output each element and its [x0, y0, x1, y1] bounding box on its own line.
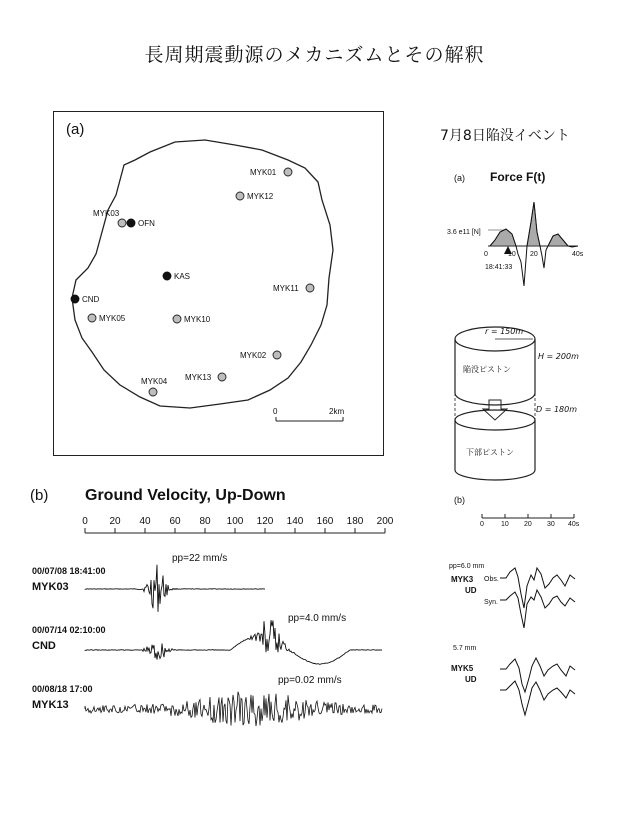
station-marker-cnd	[71, 295, 79, 303]
syn-tick-30: 30	[547, 521, 555, 528]
station-marker-myk02	[273, 351, 281, 359]
station-marker-myk01	[284, 168, 292, 176]
trace-myk03	[85, 565, 265, 612]
event-title: 7月8日陥没イベント	[440, 128, 570, 144]
axis-tick-label-60: 60	[169, 516, 181, 527]
axis-tick-label-20: 20	[109, 516, 121, 527]
station-label-myk10: MYK10	[184, 315, 211, 324]
piston-diagram	[455, 327, 579, 480]
velocity-time-axis	[82, 516, 394, 533]
force-tick-40: 40s	[572, 251, 584, 258]
station-label-myk05: MYK05	[99, 314, 126, 323]
record-2-station: CND	[32, 640, 56, 652]
myk3-pp: pp=6.0 mm	[449, 563, 485, 570]
record-1-station: MYK03	[32, 581, 69, 593]
velocity-panel-label: (b)	[30, 487, 49, 504]
axis-tick-label-40: 40	[139, 516, 151, 527]
force-positive-lobes	[490, 202, 568, 246]
myk3-station: MYK3	[451, 575, 474, 584]
force-title: Force F(t)	[490, 170, 546, 184]
synthetic-time-axis	[480, 514, 580, 528]
myk5-pp: 5.7 mm	[453, 645, 477, 652]
height-label: H = 200m	[538, 352, 579, 361]
myk5-station: MYK5	[451, 664, 474, 673]
station-marker-myk03	[118, 219, 126, 227]
scale-start: 0	[273, 407, 278, 416]
station-marker-myk05	[88, 314, 96, 322]
myk3-component: UD	[465, 586, 477, 595]
station-marker-myk12	[236, 192, 244, 200]
myk5-synthetic-trace	[500, 681, 575, 715]
syn-tick-0: 0	[480, 521, 484, 528]
force-plot	[447, 202, 584, 286]
myk3-observed-trace	[500, 568, 575, 608]
force-tick-20: 20	[530, 251, 538, 258]
station-marker-myk11	[306, 284, 314, 292]
station-marker-myk13	[218, 373, 226, 381]
record-1-datetime: 00/07/08 18:41:00	[32, 566, 106, 576]
force-tick-0: 0	[484, 251, 488, 258]
myk3-syn-label: Syn.	[484, 599, 499, 606]
axis-tick-label-140: 140	[286, 516, 304, 527]
trace-myk13	[85, 692, 382, 726]
station-label-kas: KAS	[174, 272, 191, 281]
synthetic-trace-myk5	[451, 645, 575, 715]
axis-tick-label-180: 180	[346, 516, 364, 527]
record-2-pp: pp=4.0 mm/s	[288, 613, 347, 624]
record-2-datetime: 00/07/14 02:10:00	[32, 625, 106, 635]
myk5-observed-trace	[500, 658, 575, 692]
map-panel-label: (a)	[66, 121, 85, 138]
station-label-myk04: MYK04	[141, 377, 168, 386]
axis-tick-label-200: 200	[376, 516, 394, 527]
station-marker-ofn	[127, 219, 135, 227]
force-amplitude-label: 3.6 e11 [N]	[447, 229, 481, 236]
myk3-synthetic-trace	[500, 590, 575, 628]
trace-cnd	[85, 620, 382, 664]
axis-tick-label-160: 160	[316, 516, 334, 527]
force-time-label: 18:41:33	[485, 264, 513, 271]
lower-piston-bottom	[455, 470, 535, 480]
station-marker-kas	[163, 272, 171, 280]
upper-piston-label: 陥没ピストン	[463, 365, 511, 374]
station-marker-myk04	[149, 388, 157, 396]
syn-tick-40: 40s	[568, 521, 580, 528]
synthetic-trace-myk3	[449, 563, 575, 628]
scale-end: 2km	[329, 407, 345, 416]
syn-tick-10: 10	[501, 521, 509, 528]
scale-bar	[273, 407, 344, 421]
station-label-myk03: MYK03	[93, 209, 120, 218]
myk5-component: UD	[465, 675, 477, 684]
axis-tick-label-120: 120	[256, 516, 274, 527]
lower-piston-label: 下部ピストン	[466, 448, 514, 457]
force-panel-label: (a)	[454, 173, 465, 183]
station-markers	[71, 168, 314, 396]
velocity-title: Ground Velocity, Up-Down	[85, 487, 286, 504]
record-3-pp: pp=0.02 mm/s	[278, 675, 342, 686]
axis-tick-label-0: 0	[82, 516, 88, 527]
station-label-myk02: MYK02	[240, 351, 267, 360]
page-title: 長周期震動源のメカニズムとその解釈	[144, 44, 485, 66]
displacement-label: D = 180m	[536, 405, 578, 414]
axis-tick-label-100: 100	[226, 516, 244, 527]
synthetic-panel-label: (b)	[454, 495, 465, 505]
island-outline	[72, 140, 333, 408]
myk3-obs-label: Obs.	[484, 576, 499, 583]
syn-tick-20: 20	[524, 521, 532, 528]
station-label-myk12: MYK12	[247, 192, 274, 201]
record-3-station: MYK13	[32, 699, 69, 711]
station-label-cnd: CND	[82, 295, 100, 304]
station-label-myk11: MYK11	[273, 284, 299, 293]
upper-piston-bottom	[455, 393, 535, 405]
station-label-ofn: OFN	[138, 219, 155, 228]
record-3-datetime: 00/08/18 17:00	[32, 684, 93, 694]
force-tick-10: 10	[508, 251, 516, 258]
radius-label: r = 150m	[485, 327, 524, 336]
station-marker-myk10	[173, 315, 181, 323]
axis-tick-label-80: 80	[199, 516, 211, 527]
station-label-myk13: MYK13	[185, 373, 212, 382]
record-1-pp: pp=22 mm/s	[172, 553, 228, 564]
station-label-myk01: MYK01	[250, 168, 277, 177]
